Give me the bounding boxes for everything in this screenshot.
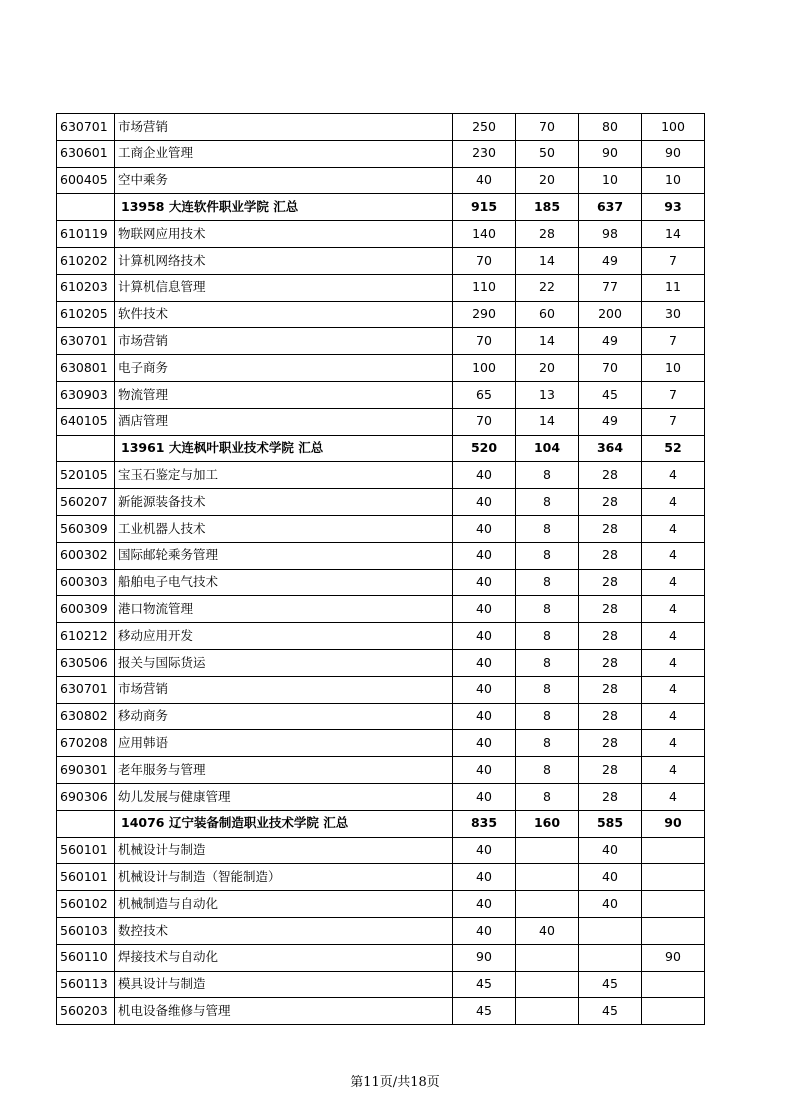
quota-col2-cell: 28 [579,596,642,623]
quota-col1-cell: 14 [516,247,579,274]
quota-col3-cell: 4 [642,542,705,569]
program-name-cell: 国际邮轮乘务管理 [115,542,453,569]
program-code-cell: 560110 [57,944,115,971]
program-name-cell: 幼儿发展与健康管理 [115,783,453,810]
quota-col2-cell: 28 [579,649,642,676]
program-code-cell: 600302 [57,542,115,569]
quota-col3-cell [642,971,705,998]
program-code-cell [57,194,115,221]
total-cell: 45 [453,998,516,1025]
program-code-cell: 630506 [57,649,115,676]
table-row [57,944,705,971]
total-cell: 40 [453,864,516,891]
quota-col3-cell: 14 [642,221,705,248]
total-cell: 40 [453,676,516,703]
quota-col1-cell: 60 [516,301,579,328]
total-cell: 40 [453,489,516,516]
total-cell: 40 [453,837,516,864]
program-name-cell: 13958 大连软件职业学院 汇总 [115,194,453,221]
quota-col1-cell [516,864,579,891]
program-name-cell: 空中乘务 [115,167,453,194]
quota-col3-cell [642,837,705,864]
quota-col3-cell: 4 [642,462,705,489]
quota-col1-cell: 8 [516,569,579,596]
quota-col2-cell: 80 [579,114,642,141]
quota-col3-cell: 4 [642,649,705,676]
quota-col2-cell: 45 [579,381,642,408]
quota-col1-cell: 8 [516,649,579,676]
program-name-cell: 机电设备维修与管理 [115,998,453,1025]
table-row [57,301,705,328]
table-row [57,649,705,676]
table-row [57,408,705,435]
program-code-cell: 560203 [57,998,115,1025]
quota-col1-cell: 160 [516,810,579,837]
program-name-cell: 数控技术 [115,917,453,944]
program-code-cell: 610202 [57,247,115,274]
total-cell: 250 [453,114,516,141]
table-row [57,515,705,542]
program-name-cell: 宝玉石鉴定与加工 [115,462,453,489]
quota-col1-cell: 8 [516,676,579,703]
total-cell: 40 [453,703,516,730]
quota-col1-cell: 14 [516,408,579,435]
quota-col1-cell: 8 [516,462,579,489]
table-row [57,623,705,650]
quota-col3-cell: 4 [642,623,705,650]
quota-col3-cell: 10 [642,355,705,382]
quota-col2-cell: 45 [579,971,642,998]
program-name-cell: 新能源装备技术 [115,489,453,516]
quota-col1-cell [516,998,579,1025]
quota-col1-cell: 8 [516,730,579,757]
quota-col2-cell: 49 [579,328,642,355]
quota-col1-cell: 8 [516,596,579,623]
total-cell: 110 [453,274,516,301]
quota-col2-cell: 90 [579,140,642,167]
table-row [57,355,705,382]
total-cell: 90 [453,944,516,971]
quota-col2-cell: 28 [579,623,642,650]
quota-col2-cell: 637 [579,194,642,221]
quota-col1-cell: 14 [516,328,579,355]
quota-col1-cell [516,891,579,918]
quota-col1-cell: 20 [516,167,579,194]
table-row [57,274,705,301]
table-row [57,569,705,596]
table-row [57,757,705,784]
program-name-cell: 移动商务 [115,703,453,730]
enrollment-table [56,113,705,1025]
quota-col3-cell: 4 [642,596,705,623]
program-code-cell: 630701 [57,676,115,703]
quota-col2-cell: 585 [579,810,642,837]
quota-col1-cell: 70 [516,114,579,141]
program-name-cell: 模具设计与制造 [115,971,453,998]
quota-col3-cell [642,998,705,1025]
program-name-cell: 焊接技术与自动化 [115,944,453,971]
program-name-cell: 应用韩语 [115,730,453,757]
quota-col3-cell: 90 [642,810,705,837]
program-name-cell: 工商企业管理 [115,140,453,167]
program-name-cell: 移动应用开发 [115,623,453,650]
quota-col1-cell: 8 [516,489,579,516]
table-row [57,783,705,810]
total-cell: 290 [453,301,516,328]
quota-col1-cell [516,971,579,998]
program-code-cell [57,435,115,462]
program-code-cell: 630701 [57,328,115,355]
program-code-cell: 610203 [57,274,115,301]
quota-col2-cell: 70 [579,355,642,382]
program-code-cell: 630903 [57,381,115,408]
program-name-cell: 14076 辽宁装备制造职业技术学院 汇总 [115,810,453,837]
quota-col3-cell: 4 [642,703,705,730]
program-code-cell: 630601 [57,140,115,167]
quota-col2-cell [579,917,642,944]
program-name-cell: 软件技术 [115,301,453,328]
program-code-cell: 690301 [57,757,115,784]
quota-col2-cell: 40 [579,837,642,864]
table-row [57,891,705,918]
program-name-cell: 电子商务 [115,355,453,382]
program-code-cell: 640105 [57,408,115,435]
quota-col1-cell: 8 [516,542,579,569]
total-cell: 40 [453,783,516,810]
table-row [57,917,705,944]
total-cell: 70 [453,408,516,435]
total-cell: 40 [453,623,516,650]
total-cell: 520 [453,435,516,462]
table-row [57,676,705,703]
program-code-cell: 690306 [57,783,115,810]
table-row [57,221,705,248]
program-code-cell: 630801 [57,355,115,382]
quota-col1-cell: 28 [516,221,579,248]
quota-col2-cell: 28 [579,757,642,784]
table-row [57,167,705,194]
quota-col2-cell: 28 [579,462,642,489]
quota-col2-cell: 45 [579,998,642,1025]
quota-col3-cell: 90 [642,944,705,971]
table-row [57,864,705,891]
page-footer: 第11页/共18页 [350,1075,440,1090]
quota-col2-cell: 28 [579,515,642,542]
total-cell: 45 [453,971,516,998]
quota-col2-cell [579,944,642,971]
program-name-cell: 机械设计与制造（智能制造） [115,864,453,891]
quota-col1-cell [516,944,579,971]
total-cell: 40 [453,167,516,194]
quota-col1-cell: 185 [516,194,579,221]
quota-col3-cell: 30 [642,301,705,328]
program-code-cell: 600303 [57,569,115,596]
quota-col1-cell: 8 [516,703,579,730]
program-name-cell: 机械制造与自动化 [115,891,453,918]
quota-col2-cell: 28 [579,783,642,810]
quota-col3-cell: 10 [642,167,705,194]
table-row [57,328,705,355]
program-code-cell: 670208 [57,730,115,757]
quota-col3-cell: 4 [642,515,705,542]
program-name-cell: 船舶电子电气技术 [115,569,453,596]
program-code-cell: 630701 [57,114,115,141]
total-cell: 40 [453,649,516,676]
total-cell: 40 [453,891,516,918]
summary-row [57,435,705,462]
quota-col2-cell: 98 [579,221,642,248]
quota-col1-cell: 13 [516,381,579,408]
total-cell: 40 [453,462,516,489]
quota-col2-cell: 40 [579,891,642,918]
total-cell: 40 [453,917,516,944]
summary-row [57,810,705,837]
quota-col2-cell: 40 [579,864,642,891]
program-name-cell: 酒店管理 [115,408,453,435]
table-row [57,542,705,569]
program-code-cell: 610119 [57,221,115,248]
program-code-cell: 560103 [57,917,115,944]
program-name-cell: 港口物流管理 [115,596,453,623]
total-cell: 230 [453,140,516,167]
table-row [57,114,705,141]
quota-col3-cell: 52 [642,435,705,462]
quota-col3-cell: 7 [642,381,705,408]
program-code-cell: 630802 [57,703,115,730]
program-name-cell: 13961 大连枫叶职业技术学院 汇总 [115,435,453,462]
table-row [57,998,705,1025]
quota-col2-cell: 49 [579,247,642,274]
quota-col3-cell: 4 [642,730,705,757]
quota-col2-cell: 77 [579,274,642,301]
summary-row [57,194,705,221]
program-name-cell: 物流管理 [115,381,453,408]
quota-col1-cell [516,837,579,864]
total-cell: 40 [453,569,516,596]
program-name-cell: 机械设计与制造 [115,837,453,864]
table-row [57,703,705,730]
program-name-cell: 市场营销 [115,114,453,141]
quota-col3-cell: 90 [642,140,705,167]
quota-col2-cell: 28 [579,730,642,757]
quota-col3-cell: 4 [642,676,705,703]
quota-col1-cell: 8 [516,783,579,810]
total-cell: 40 [453,596,516,623]
quota-col2-cell: 28 [579,542,642,569]
quota-col3-cell [642,917,705,944]
program-name-cell: 市场营销 [115,676,453,703]
quota-col1-cell: 8 [516,757,579,784]
total-cell: 70 [453,247,516,274]
quota-col3-cell: 7 [642,328,705,355]
table-row [57,730,705,757]
program-code-cell: 560102 [57,891,115,918]
table-row [57,489,705,516]
quota-col3-cell: 100 [642,114,705,141]
total-cell: 140 [453,221,516,248]
program-name-cell: 老年服务与管理 [115,757,453,784]
quota-col2-cell: 28 [579,489,642,516]
program-code-cell: 520105 [57,462,115,489]
quota-col2-cell: 49 [579,408,642,435]
quota-col2-cell: 364 [579,435,642,462]
program-code-cell: 560101 [57,864,115,891]
quota-col3-cell [642,891,705,918]
quota-col1-cell: 22 [516,274,579,301]
quota-col3-cell: 93 [642,194,705,221]
table-body [57,114,705,1025]
table-row [57,381,705,408]
quota-col3-cell: 7 [642,247,705,274]
table-row [57,247,705,274]
program-name-cell: 市场营销 [115,328,453,355]
quota-col2-cell: 28 [579,703,642,730]
program-code-cell: 560309 [57,515,115,542]
total-cell: 40 [453,730,516,757]
program-code-cell [57,810,115,837]
total-cell: 835 [453,810,516,837]
program-code-cell: 600405 [57,167,115,194]
total-cell: 65 [453,381,516,408]
quota-col1-cell: 20 [516,355,579,382]
quota-col3-cell [642,864,705,891]
quota-col3-cell: 11 [642,274,705,301]
total-cell: 40 [453,757,516,784]
quota-col2-cell: 200 [579,301,642,328]
table-row [57,596,705,623]
program-code-cell: 560113 [57,971,115,998]
total-cell: 40 [453,515,516,542]
table-row [57,837,705,864]
program-name-cell: 报关与国际货运 [115,649,453,676]
total-cell: 915 [453,194,516,221]
quota-col2-cell: 28 [579,676,642,703]
total-cell: 100 [453,355,516,382]
quota-col2-cell: 28 [579,569,642,596]
quota-col1-cell: 40 [516,917,579,944]
program-name-cell: 工业机器人技术 [115,515,453,542]
quota-col3-cell: 4 [642,489,705,516]
program-code-cell: 560101 [57,837,115,864]
quota-col1-cell: 50 [516,140,579,167]
program-name-cell: 计算机网络技术 [115,247,453,274]
quota-col1-cell: 8 [516,623,579,650]
quota-col2-cell: 10 [579,167,642,194]
program-name-cell: 物联网应用技术 [115,221,453,248]
quota-col3-cell: 4 [642,783,705,810]
quota-col1-cell: 104 [516,435,579,462]
table-row [57,971,705,998]
program-name-cell: 计算机信息管理 [115,274,453,301]
program-code-cell: 610212 [57,623,115,650]
table-row [57,462,705,489]
total-cell: 70 [453,328,516,355]
total-cell: 40 [453,542,516,569]
quota-col1-cell: 8 [516,515,579,542]
quota-col3-cell: 4 [642,757,705,784]
program-code-cell: 600309 [57,596,115,623]
table-row [57,140,705,167]
program-code-cell: 560207 [57,489,115,516]
quota-col3-cell: 4 [642,569,705,596]
program-code-cell: 610205 [57,301,115,328]
quota-col3-cell: 7 [642,408,705,435]
